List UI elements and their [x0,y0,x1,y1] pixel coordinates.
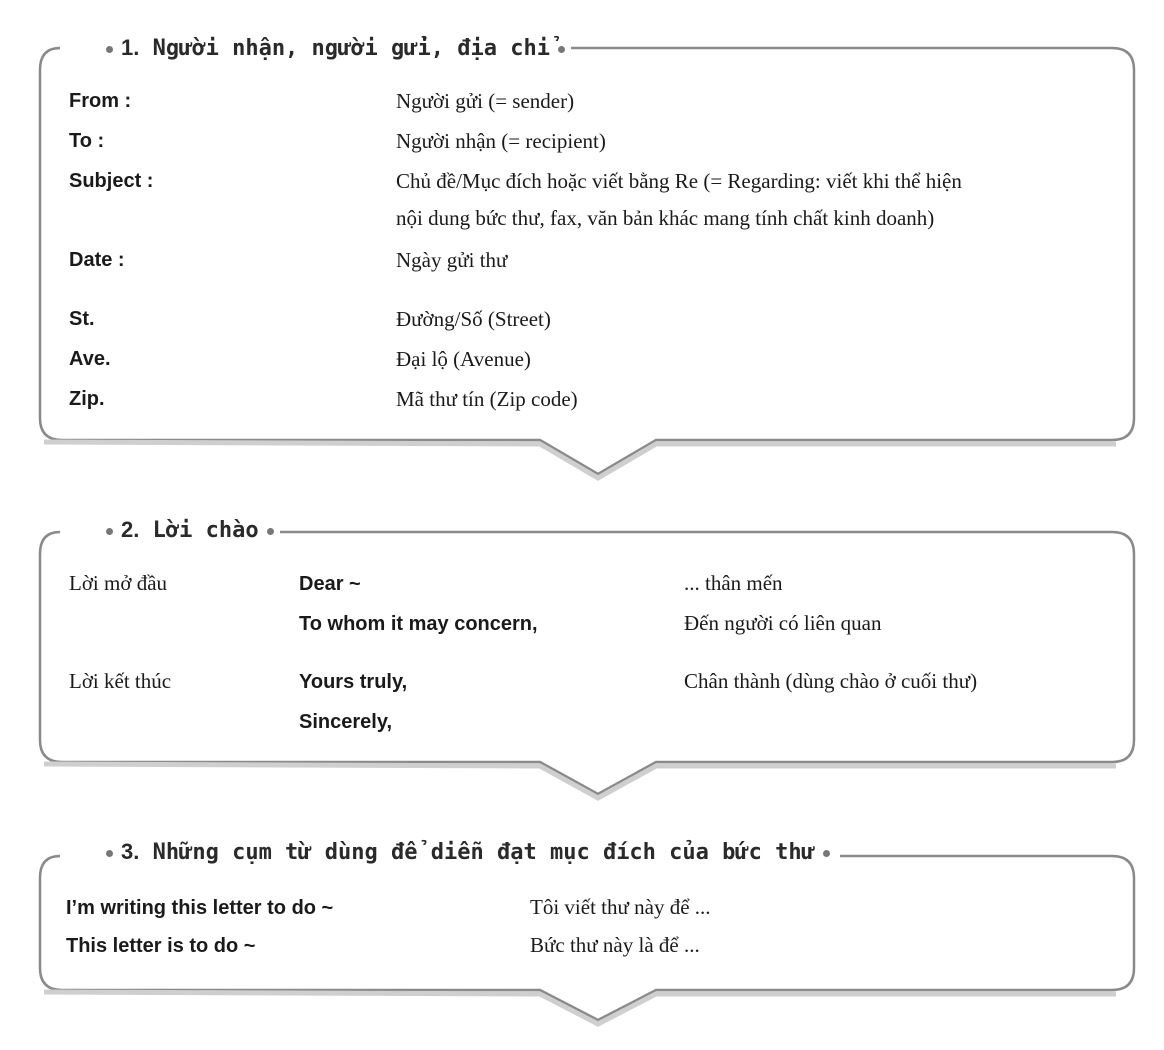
bullet-dot-icon [106,528,113,535]
closing-phrase-sincerely: Sincerely, [299,711,393,733]
meaning-ave: Đại lộ (Avenue) [396,347,531,371]
meaning-to: Người nhận (= recipient) [396,129,606,153]
section-purpose-phrases [0,830,1164,1045]
term-zip: Zip. [69,388,105,410]
meaning-from: Người gửi (= sender) [396,89,575,113]
meaning-date: Ngày gửi thư [396,248,508,272]
purpose-meaning-letter: Bức thư này là để ... [530,933,700,957]
purpose-phrase-writing: I’m writing this letter to do ~ [66,897,334,919]
opening-phrase-dear: Dear ~ [299,573,361,595]
opening-meaning-dear: ... thân mến [684,571,783,595]
term-st: St. [69,308,95,330]
bullet-dot-icon [106,850,113,857]
meaning-subject: Chủ đề/Mục đích hoặc viết bằng Re (= Regarding: viết khi thể hiện [396,169,962,193]
term-from: From : [69,90,132,112]
purpose-meaning-writing: Tôi viết thư này để ... [530,895,711,919]
bullet-dot-icon [558,46,565,53]
opening-label: Lời mở đầu [69,571,168,595]
section-greetings [0,490,1164,810]
closing-phrase-yours: Yours truly, [299,671,408,693]
term-date: Date : [69,249,125,271]
section-1-title: 1. Người nhận, người gửi, địa chỉ [100,34,571,63]
closing-meaning-yours: Chân thành (dùng chào ở cuối thư) [684,669,978,693]
section-1-frame [0,0,1164,480]
purpose-phrase-letter: This letter is to do ~ [66,935,256,957]
meaning-zip: Mã thư tín (Zip code) [396,387,578,411]
bullet-dot-icon [106,46,113,53]
bullet-dot-icon [267,528,274,535]
meaning-st: Đường/Số (Street) [396,307,551,331]
section-3-title: 3. Những cụm từ dùng để diễn đạt mục đích của bức thư [100,838,836,867]
term-ave: Ave. [69,348,111,370]
meaning-subject-line2: nội dung bức thư, fax, văn bản khác mang tính chất kinh doanh) [396,206,935,230]
section-2-title: 2. Lời chào [100,516,280,545]
term-to: To : [69,130,105,152]
closing-label: Lời kết thúc [69,669,172,693]
section-sender-recipient [0,0,1164,480]
opening-meaning-whom: Đến người có liên quan [684,611,882,635]
bullet-dot-icon [823,850,830,857]
term-subject: Subject : [69,170,154,192]
opening-phrase-whom: To whom it may concern, [299,613,538,635]
